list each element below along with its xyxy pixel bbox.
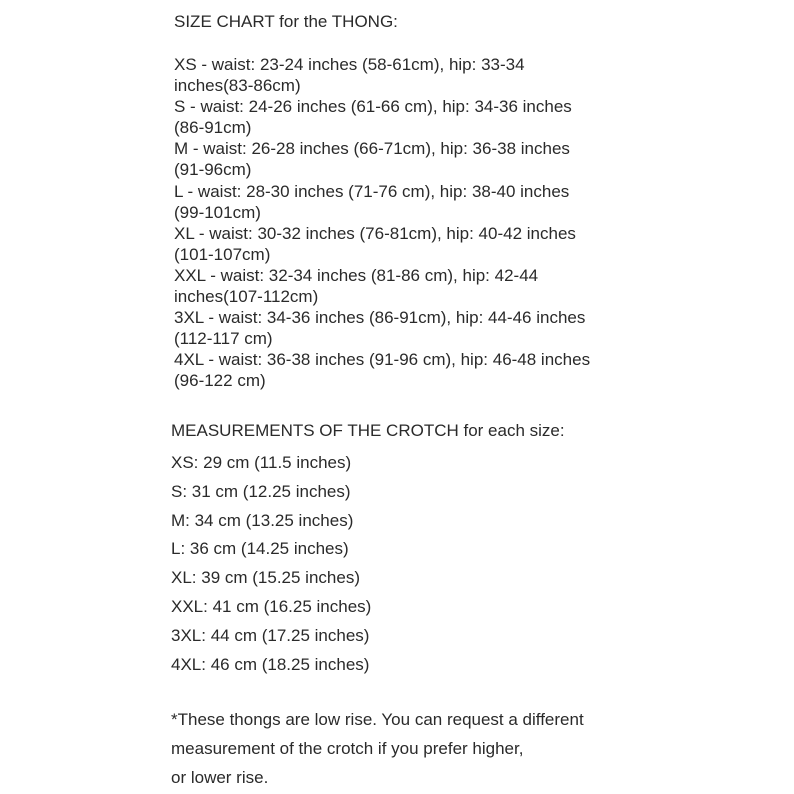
size-entry-4xl [174,349,644,391]
size-entry-line: L - waist: 28-30 inches (71-76 cm), hip: 38-40 inches [174,181,570,201]
crotch-item-xl: XL: 39 cm (15.25 inches) [171,568,360,588]
size-entry-line: 3XL - waist: 34-36 inches (86-91cm), hip: 44-46 inches [174,308,586,328]
size-entry-line: (99-101cm) [174,202,261,222]
low-rise-note [171,706,651,792]
size-entry-line: XXL - waist: 32-34 inches (81-86 cm), hip: 42-44 [174,265,539,285]
crotch-item-xxl: XXL: 41 cm (16.25 inches) [171,596,372,616]
size-entry-line: (101-107cm) [174,244,271,264]
crotch-measurements-title: MEASUREMENTS OF THE CROTCH for each size: [171,421,565,440]
note-line: *These thongs are low rise. You can request a different [171,710,584,729]
crotch-item-m: M: 34 cm (13.25 inches) [171,510,354,530]
crotch-item-3xl: 3XL: 44 cm (17.25 inches) [171,625,370,645]
size-entry-line: inches(107-112cm) [174,287,319,307]
size-entry-xs [174,54,644,96]
note-line: measurement of the crotch if you prefer higher, [171,738,524,758]
size-entry-line: XS - waist: 23-24 inches (58-61cm), hip: 33-34 [174,55,525,74]
size-entry-line: XL - waist: 30-32 inches (76-81cm), hip: 40-42 inches [174,223,576,243]
size-entry-m [174,138,644,180]
size-entry-line: 4XL - waist: 36-38 inches (91-96 cm), hip: 46-48 inches [174,350,591,370]
crotch-item-xs: XS: 29 cm (11.5 inches) [171,453,352,472]
size-entry-line: S - waist: 24-26 inches (61-66 cm), hip: 34-36 inches [174,97,572,117]
size-entry-l [174,181,644,223]
size-entry-s [174,96,644,138]
crotch-item-4xl: 4XL: 46 cm (18.25 inches) [171,654,370,674]
size-chart-list [174,54,644,392]
size-entry-line: (91-96cm) [174,160,252,180]
size-chart-title: SIZE CHART for the THONG: [174,12,398,31]
crotch-item-l: L: 36 cm (14.25 inches) [171,539,349,559]
size-entry-line: (86-91cm) [174,118,252,138]
size-entry-line: (96-122 cm) [174,371,266,391]
size-entry-line: M - waist: 26-28 inches (66-71cm), hip: 36-38 inches [174,139,570,159]
size-entry-3xl [174,307,644,349]
crotch-measurements-list [171,449,371,679]
size-entry-line: inches(83-86cm) [174,76,301,96]
size-entry-xl [174,223,644,265]
size-entry-line: (112-117 cm) [174,329,273,349]
note-line: or lower rise. [171,767,269,787]
size-entry-xxl [174,265,644,307]
crotch-item-s: S: 31 cm (12.25 inches) [171,481,351,501]
